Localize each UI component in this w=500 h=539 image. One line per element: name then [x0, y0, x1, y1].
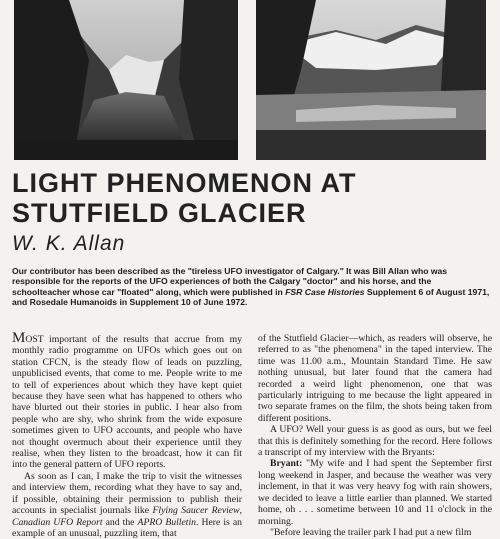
body-text: As soon as I can, I make the trip to visit the witnesses and interview them, recording what they have to say and, if possible, obtaining their permission to publish their accounts in specialist journals like — [12, 470, 242, 517]
title-line-2: STUTFIELD GLACIER — [12, 198, 307, 228]
intro-paragraph — [12, 266, 490, 308]
photo-strip — [0, 0, 500, 160]
intro-text-a: Our contributor has been described as the "tireless UFO investigator of Calgary." It was Bill Allan who was responsible for the reports of the UFO experiences of both the Calgary "doctor" and his horse, and the schoolteacher whose car "floated" along, which were published in — [12, 266, 448, 297]
body-paragraph: A UFO? Well your guess is as good as ours, but we feel that this is definitely something for the record. Here follows a transcript of my interview with the Bryants: — [258, 424, 492, 459]
publication-name: APRO Bulletin — [137, 516, 196, 528]
glacier-photo-right — [256, 0, 486, 160]
author-byline: W. K. Allan — [12, 232, 126, 255]
article-title — [12, 168, 492, 228]
body-column-left — [12, 330, 242, 539]
body-paragraph: of the Stutfield Glacier—which, as readers will observe, he referred to as "the phenomena" in the taped interview. The time was 11.00 a.m., Mountain Standard Time. He saw nothing unusual, but later found that the camera had recorded a weird light phenomenon, one that was particularly intriguing to me because the light appeared in two separate frames on the film, the shots being taken from different positions. — [258, 333, 492, 424]
intro-publication-name: FSR Case Histories — [285, 286, 365, 297]
body-paragraph — [258, 458, 492, 526]
publication-name: Flying Saucer Review — [152, 505, 240, 517]
publication-name: Canadian UFO Report — [12, 516, 103, 528]
body-paragraph: "Before leaving the trailer park I had put a new film — [270, 526, 472, 538]
body-text: , — [239, 505, 242, 517]
speaker-label: Bryant: — [270, 458, 303, 470]
glacier-photo-left — [14, 0, 238, 160]
body-column-right — [258, 333, 492, 538]
body-text: and the — [102, 516, 138, 528]
title-line-1: LIGHT PHENOMENON AT — [12, 168, 357, 198]
body-text: . Here is an example of an unusual, puzzling item, that — [12, 516, 242, 539]
body-paragraph: MOST important of the results that accrue from my monthly radio programme on UFOs which goes out on station CFCN, is the steady flow of leads on puzzling, unpublicised events, that come to me. People write to me to tell of experiences about which they have kept quiet because they have seen what has happened to others who have blurted out their stories in public. I hear also from people who are shy, who shrink from the wide exposure sometimes given to UFO accounts, and people who have not thought overmuch about their experience until they realise, when they listen to the broadcast, how it can fit into the general pattern of UFO reports. — [12, 330, 242, 471]
intro-text-b: Supplement 6 of August 1971, and Rosedale Humanoids in Supplement 10 of June 1972. — [12, 286, 490, 308]
body-paragraph — [12, 471, 242, 539]
body-text: "My wife and I had spent the September first long weekend in Jasper, and because the weather was very inclement, in that it was very heavy fog with rain showers, we decided to leave a little earlier than planned. We started home, oh . . . sometime between 10 and 11 o'clock in the morning. — [258, 458, 492, 527]
